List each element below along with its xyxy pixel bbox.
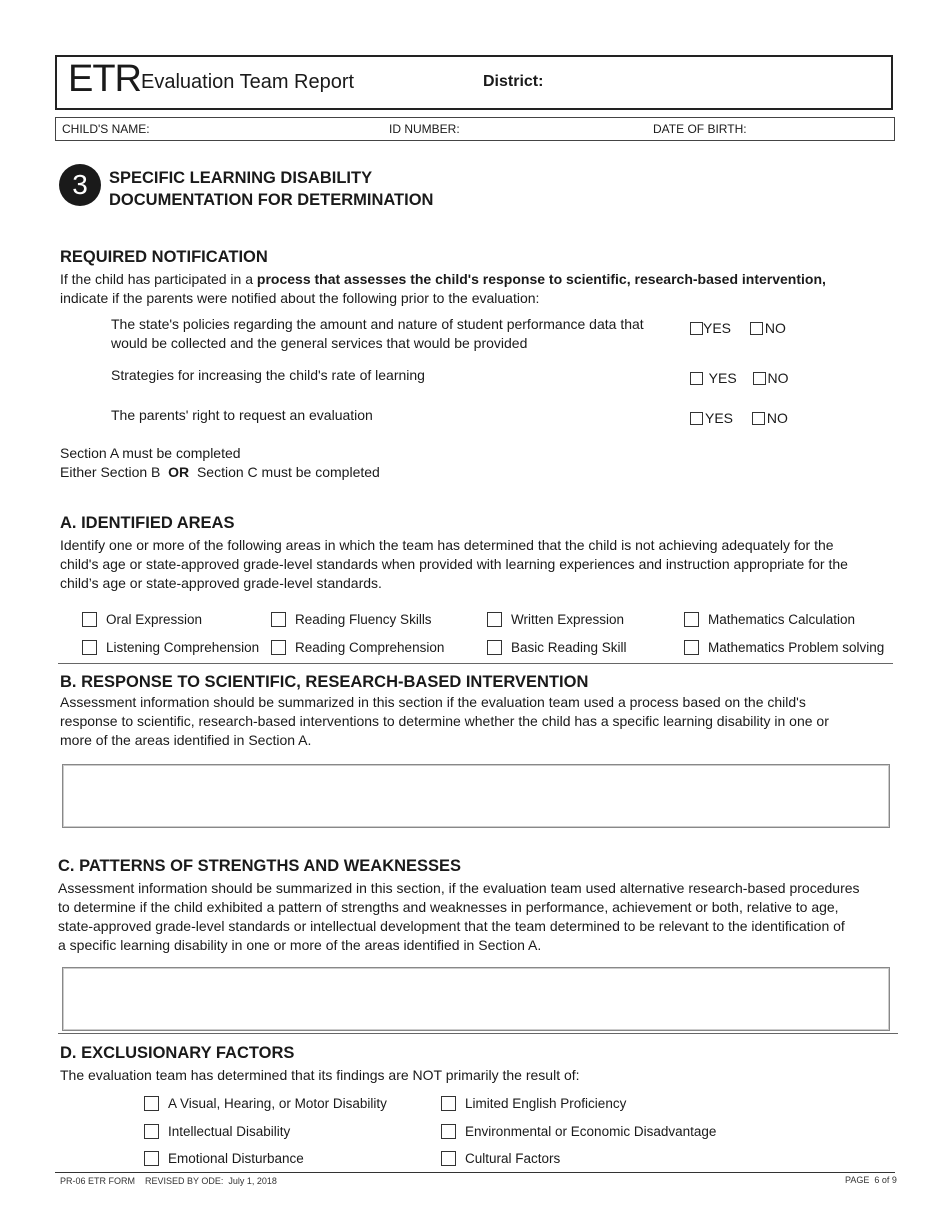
footer-form-id: PR-06 ETR FORM REVISED BY ODE: July 1, 2018	[60, 1176, 277, 1186]
area-label: Oral Expression	[106, 612, 203, 627]
area-label: Reading Fluency Skills	[295, 612, 432, 627]
factor-intellectual-disability[interactable]	[144, 1124, 290, 1139]
factor-visual-hearing-motor[interactable]	[144, 1096, 387, 1111]
area-label: Basic Reading Skill	[511, 640, 627, 655]
no-label: NO	[766, 410, 788, 426]
yes-checkbox[interactable]	[690, 372, 703, 385]
no-checkbox[interactable]	[752, 412, 765, 425]
factor-label: Emotional Disturbance	[168, 1151, 304, 1166]
section-title-line2: DOCUMENTATION FOR DETERMINATION	[109, 191, 434, 209]
description-line: Assessment information should be summarized in this section if the evaluation team used a process based on the child's	[60, 694, 806, 710]
section-b-description	[60, 693, 940, 750]
area-oral-expression[interactable]	[82, 612, 202, 627]
factor-label: Intellectual Disability	[168, 1124, 291, 1139]
factor-label: A Visual, Hearing, or Motor Disability	[168, 1096, 387, 1111]
factor-environmental-economic[interactable]	[441, 1124, 716, 1139]
intro-bold-text: process that assesses the child's response to scientific, research-based intervention,	[256, 271, 826, 287]
notification-item-3-answer	[690, 410, 788, 426]
section-title	[109, 167, 433, 211]
no-checkbox[interactable]	[750, 322, 763, 335]
yes-checkbox[interactable]	[690, 412, 703, 425]
section-b-heading: B. RESPONSE TO SCIENTIFIC, RESEARCH-BASED INTERVENTION	[60, 673, 589, 691]
area-label: Reading Comprehension	[295, 640, 445, 655]
notification-item-1-answer	[690, 320, 786, 336]
area-label: Listening Comprehension	[106, 640, 260, 655]
description-line: Identify one or more of the following areas in which the team has determined that the child is not achieving adequately for the	[60, 537, 834, 553]
description-line: state-approved grade-level standards or intellectual development that the team determined to be relevant to the identification of	[58, 918, 845, 934]
notification-item-2: Strategies for increasing the child's rate of learning	[111, 367, 425, 383]
area-math-calculation[interactable]	[684, 612, 855, 627]
area-listening-comprehension[interactable]	[82, 640, 259, 655]
section-c-textarea[interactable]	[62, 967, 890, 1031]
yes-label: YES	[703, 320, 732, 336]
description-line: child's age or state-approved grade-level standards when provided with learning experiences and instruction appropriate for the	[60, 556, 848, 572]
notification-item-text: The state's policies regarding the amount and nature of student performance data that	[111, 316, 644, 332]
checkbox[interactable]	[144, 1124, 159, 1139]
description-line: child’s age or state-approved grade-level standards.	[60, 575, 382, 591]
checkbox[interactable]	[441, 1151, 456, 1166]
checkbox[interactable]	[144, 1096, 159, 1111]
factor-cultural[interactable]	[441, 1151, 560, 1166]
section-c-description	[58, 879, 943, 955]
no-checkbox[interactable]	[753, 372, 766, 385]
section-number-badge: 3	[59, 164, 101, 206]
child-name-label: CHILD'S NAME:	[62, 122, 150, 136]
notification-item-3: The parents' right to request an evaluation	[111, 407, 373, 423]
divider	[58, 1033, 898, 1034]
factor-label: Limited English Proficiency	[465, 1096, 627, 1111]
area-label: Written Expression	[511, 612, 625, 627]
intro-text: If the child has participated in a	[60, 271, 257, 287]
yes-label: YES	[705, 410, 734, 426]
checkbox[interactable]	[684, 640, 699, 655]
notification-item-2-answer	[690, 370, 789, 386]
description-line: a specific learning disability in one or more of the areas identified in Section A.	[58, 937, 542, 953]
rule-text: Either Section B	[60, 464, 161, 480]
factor-label: Cultural Factors	[465, 1151, 561, 1166]
section-b-textarea[interactable]	[62, 764, 890, 828]
section-d-description: The evaluation team has determined that its findings are NOT primarily the result of:	[60, 1067, 580, 1083]
footer-divider	[55, 1172, 895, 1173]
form-title: Evaluation Team Report	[141, 71, 355, 93]
district-label: District:	[483, 73, 544, 90]
area-label: Mathematics Problem solving	[708, 640, 885, 655]
checkbox[interactable]	[82, 640, 97, 655]
yes-checkbox[interactable]	[690, 322, 703, 335]
factor-limited-english[interactable]	[441, 1096, 626, 1111]
required-notification-heading: REQUIRED NOTIFICATION	[60, 248, 268, 266]
checkbox[interactable]	[487, 640, 502, 655]
area-written-expression[interactable]	[487, 612, 624, 627]
checkbox[interactable]	[271, 612, 286, 627]
rule-text: Section C must be completed	[196, 464, 380, 480]
id-number-label: ID NUMBER:	[389, 122, 460, 136]
divider	[58, 663, 893, 664]
checkbox[interactable]	[441, 1096, 456, 1111]
description-line: response to scientific, research-based interventions to determine whether the child has a specific learning disability in one or	[60, 713, 829, 729]
checkbox[interactable]	[271, 640, 286, 655]
child-info-row	[55, 117, 895, 141]
section-d-heading: D. EXCLUSIONARY FACTORS	[60, 1044, 295, 1062]
notification-item-1	[111, 315, 644, 353]
checkbox[interactable]	[487, 612, 502, 627]
yes-label: YES	[708, 370, 737, 386]
completion-rules	[60, 444, 380, 482]
notification-intro	[60, 270, 920, 308]
rule-section-b-or-c	[60, 463, 380, 482]
checkbox[interactable]	[684, 612, 699, 627]
checkbox[interactable]	[441, 1124, 456, 1139]
rule-or: OR	[168, 464, 190, 480]
description-line: Assessment information should be summarized in this section, if the evaluation team used alternative research-based procedures	[58, 880, 860, 896]
intro-text-line2: indicate if the parents were notified about the following prior to the evaluation:	[60, 290, 540, 306]
notification-item-text: would be collected and the general services that would be provided	[111, 335, 528, 351]
area-math-problem-solving[interactable]	[684, 640, 884, 655]
description-line: to determine if the child exhibited a pattern of strengths and weaknesses in performance, achievement or both, relative to age,	[58, 899, 839, 915]
etr-logo: ETR	[68, 58, 141, 100]
area-basic-reading-skill[interactable]	[487, 640, 627, 655]
rule-section-a: Section A must be completed	[60, 445, 241, 461]
area-reading-fluency[interactable]	[271, 612, 432, 627]
section-a-description	[60, 536, 940, 593]
factor-label: Environmental or Economic Disadvantage	[465, 1124, 717, 1139]
no-label: NO	[767, 370, 789, 386]
factor-emotional-disturbance[interactable]	[144, 1151, 304, 1166]
area-label: Mathematics Calculation	[708, 612, 856, 627]
no-label: NO	[764, 320, 786, 336]
area-reading-comprehension[interactable]	[271, 640, 444, 655]
checkbox[interactable]	[144, 1151, 159, 1166]
footer-page-number: PAGE 6 of 9	[845, 1175, 897, 1185]
section-c-heading: C. PATTERNS OF STRENGTHS AND WEAKNESSES	[58, 857, 462, 875]
checkbox[interactable]	[82, 612, 97, 627]
description-line: more of the areas identified in Section A.	[60, 732, 312, 748]
section-a-heading: A. IDENTIFIED AREAS	[60, 514, 235, 532]
date-of-birth-label: DATE OF BIRTH:	[653, 122, 747, 136]
section-title-line1: SPECIFIC LEARNING DISABILITY	[109, 169, 373, 187]
